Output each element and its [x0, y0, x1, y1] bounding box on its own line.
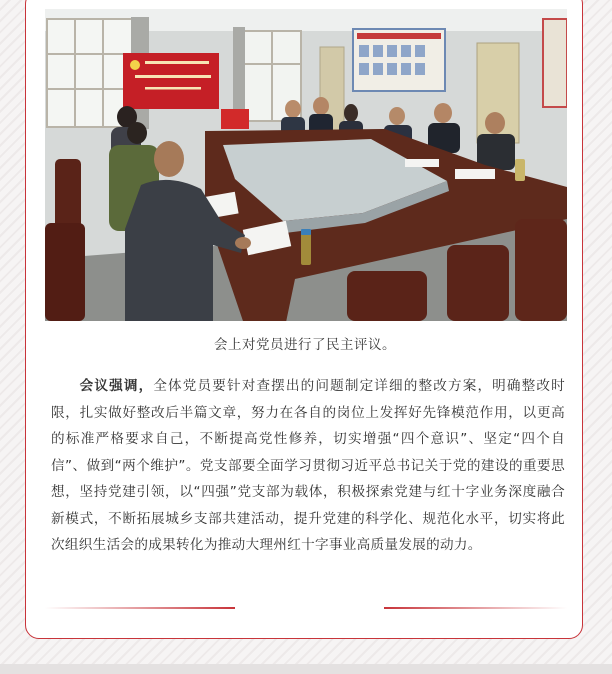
article-paragraph: [51, 373, 565, 559]
bottom-bar: [0, 664, 612, 674]
article-card: [25, 0, 583, 639]
divider-right: [384, 607, 567, 609]
paragraph-lead: 会议强调，: [78, 378, 154, 394]
paragraph-text: 全体党员要针对查摆出的问题制定详细的整改方案，明确整改时限，扎实做好整改后半篇文章，努力在各自的岗位上发挥好先锋模范作用，以更高的标准严格要求自己，不断提高党性修养，切实增强“四个意识”、坚定“四个自信”、做到“两个维护”。党支部要全面学习贯彻习近平总书记关于党的建设的重要思想，坚持党建引领，以“四强”党支部为载体，积极探索党建与红十字业务深度融合新模式，不断拓展城乡支部共建活动，提升党建的科学化、规范化水平，切实将此次组织生活会的成果转化为推动大理州红十字事业高质量发展的动力。: [51, 378, 566, 553]
meeting-photo: [45, 9, 567, 321]
photo-caption: 会上对党员进行了民主评议。: [214, 337, 396, 353]
divider-left: [45, 607, 235, 609]
